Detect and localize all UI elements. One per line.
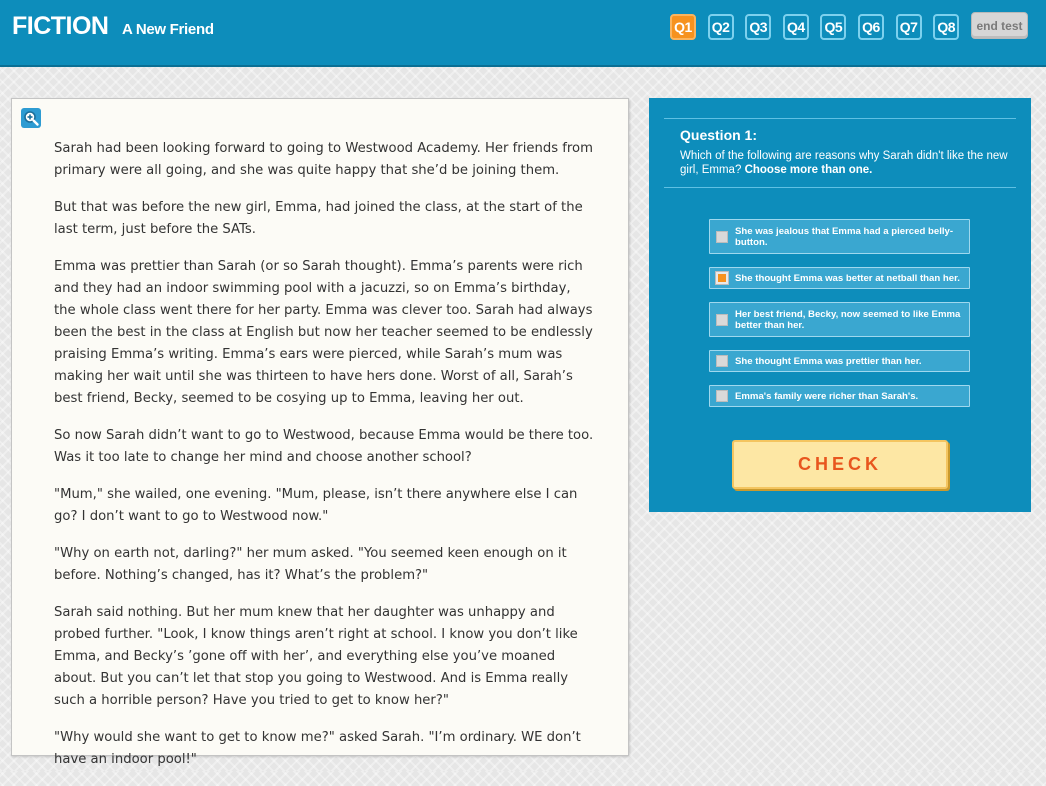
question-tab-q5[interactable]: Q5 [820, 14, 846, 40]
end-test-button[interactable]: end test [971, 12, 1028, 39]
checkbox[interactable] [716, 314, 728, 326]
answer-option[interactable] [709, 385, 970, 407]
question-number: Question 1: [680, 127, 758, 143]
passage-paragraph: "Why would she want to get to know me?" asked Sarah. "I’m ordinary. WE don’t have an indoor pool!" [54, 730, 581, 767]
answer-option[interactable] [709, 267, 970, 289]
answer-option-label: Her best friend, Becky, now seemed to like Emma better than her. [735, 308, 961, 331]
check-button[interactable]: CHECK [732, 440, 948, 489]
question-instruction: Choose more than one. [744, 164, 873, 176]
story-title: A New Friend [122, 21, 214, 38]
passage-paragraph: So now Sarah didn’t want to go to Westwood, because Emma would be there too. Was it too late to change her mind and choose another school? [54, 428, 594, 465]
zoom-in-icon[interactable] [21, 108, 41, 128]
checkbox[interactable] [716, 390, 728, 402]
question-tab-q4[interactable]: Q4 [783, 14, 809, 40]
checkbox[interactable] [716, 272, 728, 284]
question-panel [649, 98, 1031, 512]
question-tab-q3[interactable]: Q3 [745, 14, 771, 40]
passage-paragraph: Emma was prettier than Sarah (or so Sarah thought). Emma’s parents were rich and they had an indoor swimming pool with a jacuzzi, so on Emma’s birthday, the whole class went there for her party. Emma was clever too. Sarah had always been the best in the class at English but now her teacher seemed to be endlessly praising Emma’s writing. Emma’s ears were pierced, while Sarah’s mum was making her wait until she was thirteen to have hers done. Worst of all, Sarah’s best friend, Becky, seemed to be cosying up to Emma, leaving her out. [54, 259, 593, 406]
answer-option[interactable] [709, 350, 970, 372]
question-tab-q7[interactable]: Q7 [896, 14, 922, 40]
checkbox[interactable] [716, 355, 728, 367]
question-prompt: Which of the following are reasons why Sarah didn't like the new girl, Emma? [680, 150, 1008, 176]
question-tab-q2[interactable]: Q2 [708, 14, 734, 40]
question-nav [670, 14, 971, 40]
question-header [664, 118, 1016, 188]
question-tab-q6[interactable]: Q6 [858, 14, 884, 40]
top-header [0, 0, 1046, 67]
reading-passage[interactable] [11, 98, 629, 767]
question-tab-q1[interactable]: Q1 [670, 14, 696, 40]
answer-option-label: She thought Emma was prettier than her. [735, 355, 922, 367]
question-tab-q8[interactable]: Q8 [933, 14, 959, 40]
passage-text [54, 138, 594, 786]
section-title: FICTION [12, 12, 109, 40]
answer-option-label: Emma's family were richer than Sarah's. [735, 390, 919, 402]
answer-option[interactable] [709, 219, 970, 254]
passage-paragraph: "Mum," she wailed, one evening. "Mum, please, isn’t there anywhere else I can go? I don’t want to go to Westwood now." [54, 487, 578, 524]
passage-paragraph: But that was before the new girl, Emma, had joined the class, at the start of the last term, just before the SATs. [54, 200, 583, 237]
answer-option[interactable] [709, 302, 970, 337]
answer-option-label: She thought Emma was better at netball than her. [735, 272, 960, 284]
answer-option-label: She was jealous that Emma had a pierced belly-button. [735, 225, 954, 248]
passage-paragraph: "Why on earth not, darling?" her mum asked. "You seemed keen enough on it before. Nothing’s changed, has it? What’s the problem?" [54, 546, 567, 583]
checkbox[interactable] [716, 231, 728, 243]
passage-paragraph: Sarah had been looking forward to going to Westwood Academy. Her friends from primary were all going, and she was quite happy that she’d be joining them. [54, 141, 593, 178]
passage-paragraph: Sarah said nothing. But her mum knew that her daughter was unhappy and probed further. "Look, I know things aren’t right at school. I know you don’t like Emma, and Becky’s ’gone off with her’, and everything else you’ve moaned about. But you can’t let that stop you going to Westwood. And is Emma really such a horrible person? Have you tried to get to know her?" [54, 605, 578, 708]
question-text [680, 149, 1016, 177]
answer-options [709, 219, 970, 420]
